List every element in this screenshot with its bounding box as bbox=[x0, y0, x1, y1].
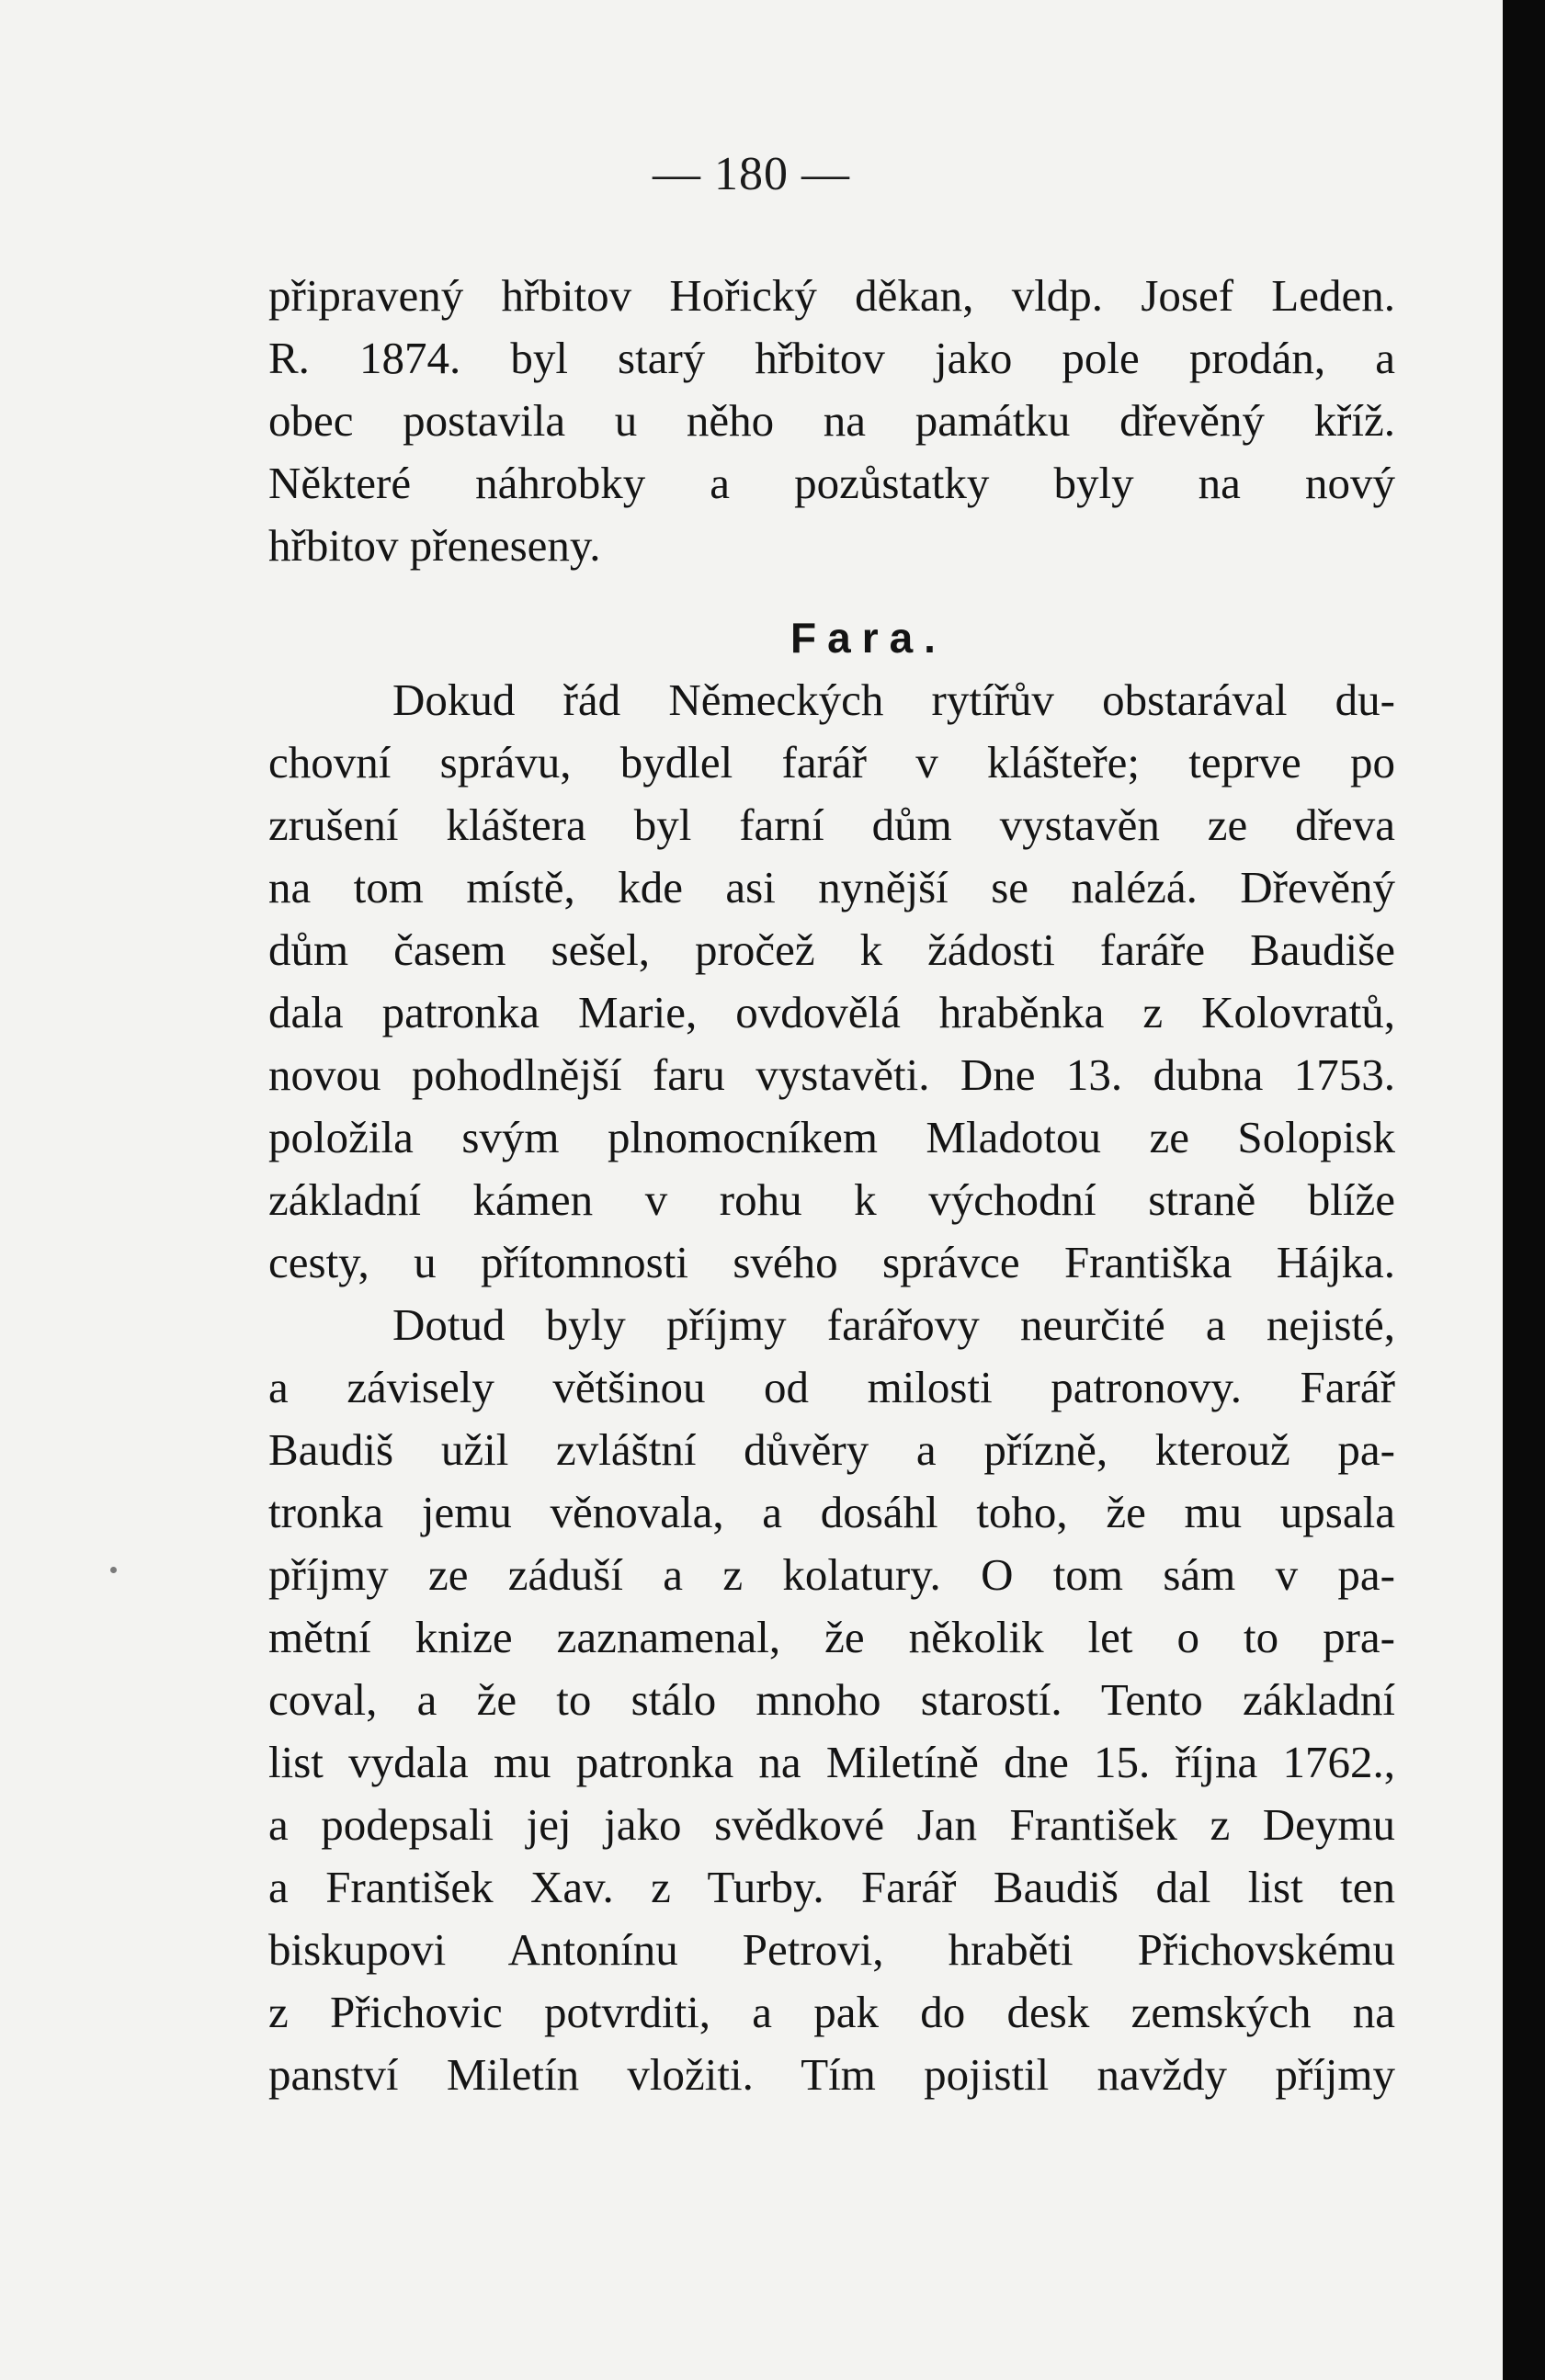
text-line: položila svým plnomocníkem Mladotou ze Solopisk bbox=[268, 1112, 1395, 1162]
scan-edge bbox=[1503, 0, 1545, 2380]
text-line: připravený hřbitov Hořický děkan, vldp. Josef Leden. bbox=[268, 270, 1395, 321]
text-line: novou pohodlnější faru vystavěti. Dne 13. dubna 1753. bbox=[268, 1049, 1395, 1100]
text-line: biskupovi Antonínu Petrovi, hraběti Přichovskému bbox=[268, 1924, 1395, 1975]
text-line: Dotud byly příjmy farářovy neurčité a nejisté, bbox=[392, 1299, 1395, 1350]
text-line: panství Miletín vložiti. Tím pojistil navždy příjmy bbox=[268, 2049, 1395, 2100]
text-line: na tom místě, kde asi nynější se nalézá. Dřevěný bbox=[268, 862, 1395, 912]
text-line: Baudiš užil zvláštní důvěry a přízně, kterouž pa- bbox=[268, 1424, 1395, 1475]
text-line: coval, a že to stálo mnoho starostí. Tento základní bbox=[268, 1674, 1395, 1725]
text-line: příjmy ze záduší a z kolatury. O tom sám v pa- bbox=[268, 1549, 1395, 1600]
text-line: a závisely většinou od milosti patronovy. Farář bbox=[268, 1362, 1395, 1412]
text-line: a František Xav. z Turby. Farář Baudiš dal list ten bbox=[268, 1862, 1395, 1912]
page-body bbox=[268, 265, 1395, 2106]
text-line: dům časem sešel, pročež k žádosti faráře Baudiše bbox=[268, 924, 1395, 975]
text-line: základní kámen v rohu k východní straně blíže bbox=[268, 1174, 1395, 1225]
text-line: Některé náhrobky a pozůstatky byly na nový bbox=[268, 458, 1395, 508]
text-line: list vydala mu patronka na Miletíně dne 15. října 1762., bbox=[268, 1737, 1395, 1787]
section-heading: Fara. bbox=[790, 614, 947, 662]
text-line: a podepsali jej jako svědkové Jan František z Deymu bbox=[268, 1799, 1395, 1850]
text-line: dala patronka Marie, ovdovělá hraběnka z Kolovratů, bbox=[268, 987, 1395, 1037]
page-number: — 180 — bbox=[653, 148, 850, 200]
text-line: R. 1874. byl starý hřbitov jako pole prodán, a bbox=[268, 333, 1395, 383]
text-line: z Přichovic potvrditi, a pak do desk zemských na bbox=[268, 1987, 1395, 2037]
paragraph-parish-house bbox=[268, 669, 1395, 1294]
text-line: obec postavila u něho na památku dřevěný kříž. bbox=[268, 395, 1395, 446]
text-line: cesty, u přítomnosti svého správce Františka Hájka. bbox=[268, 1237, 1395, 1287]
paragraph-income bbox=[268, 1294, 1395, 2106]
text-line: hřbitov přeneseny. bbox=[268, 520, 601, 571]
text-line: zrušení kláštera byl farní dům vystavěn ze dřeva bbox=[268, 799, 1395, 850]
text-line: Dokud řád Německých rytířův obstarával du- bbox=[392, 674, 1395, 725]
paragraph-cemetery bbox=[268, 265, 1395, 577]
text-line: tronka jemu věnovala, a dosáhl toho, že mu upsala bbox=[268, 1487, 1395, 1537]
paper-speck bbox=[110, 1567, 117, 1573]
text-line: mětní knize zaznamenal, že několik let o to pra- bbox=[268, 1612, 1395, 1662]
text-line: chovní správu, bydlel farář v klášteře; teprve po bbox=[268, 737, 1395, 788]
